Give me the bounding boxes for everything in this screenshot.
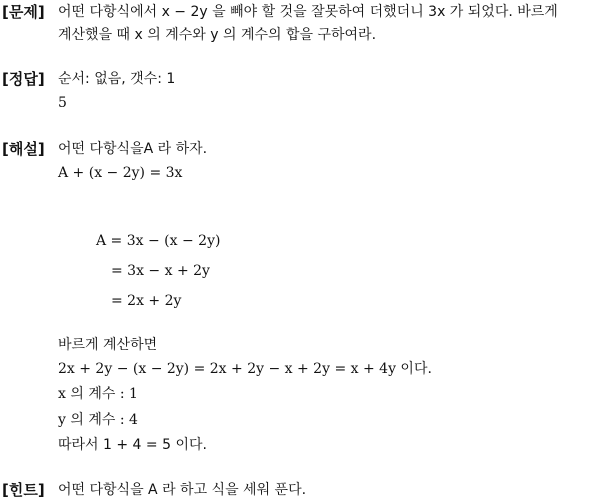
solution-given-equation: A + (x − 2y) = 3x xyxy=(58,165,183,181)
hint-text: 어떤 다항식을 A 라 하고 식을 세워 푼다. xyxy=(58,482,307,498)
solution-intro: 어떤 다항식을A 라 하자. xyxy=(58,141,208,157)
hint-label: [힌트] xyxy=(2,481,45,499)
answer-label: [정답] xyxy=(2,70,45,88)
derivation-step-1: A = 3x − (x − 2y) xyxy=(96,233,221,249)
answer-order-count: 순서: 없음, 갯수: 1 xyxy=(58,71,176,87)
problem-label: [문제] xyxy=(2,3,45,21)
coefficient-y: y 의 계수 : 4 xyxy=(58,412,138,428)
solution-label: [해설] xyxy=(2,140,45,158)
problem-line-1: 어떤 다항식에서 x − 2y 을 빼야 할 것을 잘못하여 더했더니 3x 가 되었다. 바르게 xyxy=(58,4,558,20)
problem-line-2: 계산했을 때 x 의 계수와 y 의 계수의 합을 구하여라. xyxy=(58,27,377,43)
correct-calc-label: 바르게 계산하면 xyxy=(58,337,158,353)
derivation-step-2: = 3x − x + 2y xyxy=(111,263,210,279)
solution-conclusion: 따라서 1 + 4 = 5 이다. xyxy=(58,437,207,453)
correct-calc-equation: 2x + 2y − (x − 2y) = 2x + 2y − x + 2y = x + 4y 이다. xyxy=(58,361,432,377)
coefficient-x: x 의 계수 : 1 xyxy=(58,386,138,402)
answer-value: 5 xyxy=(58,95,67,111)
derivation-step-3: = 2x + 2y xyxy=(111,293,182,309)
